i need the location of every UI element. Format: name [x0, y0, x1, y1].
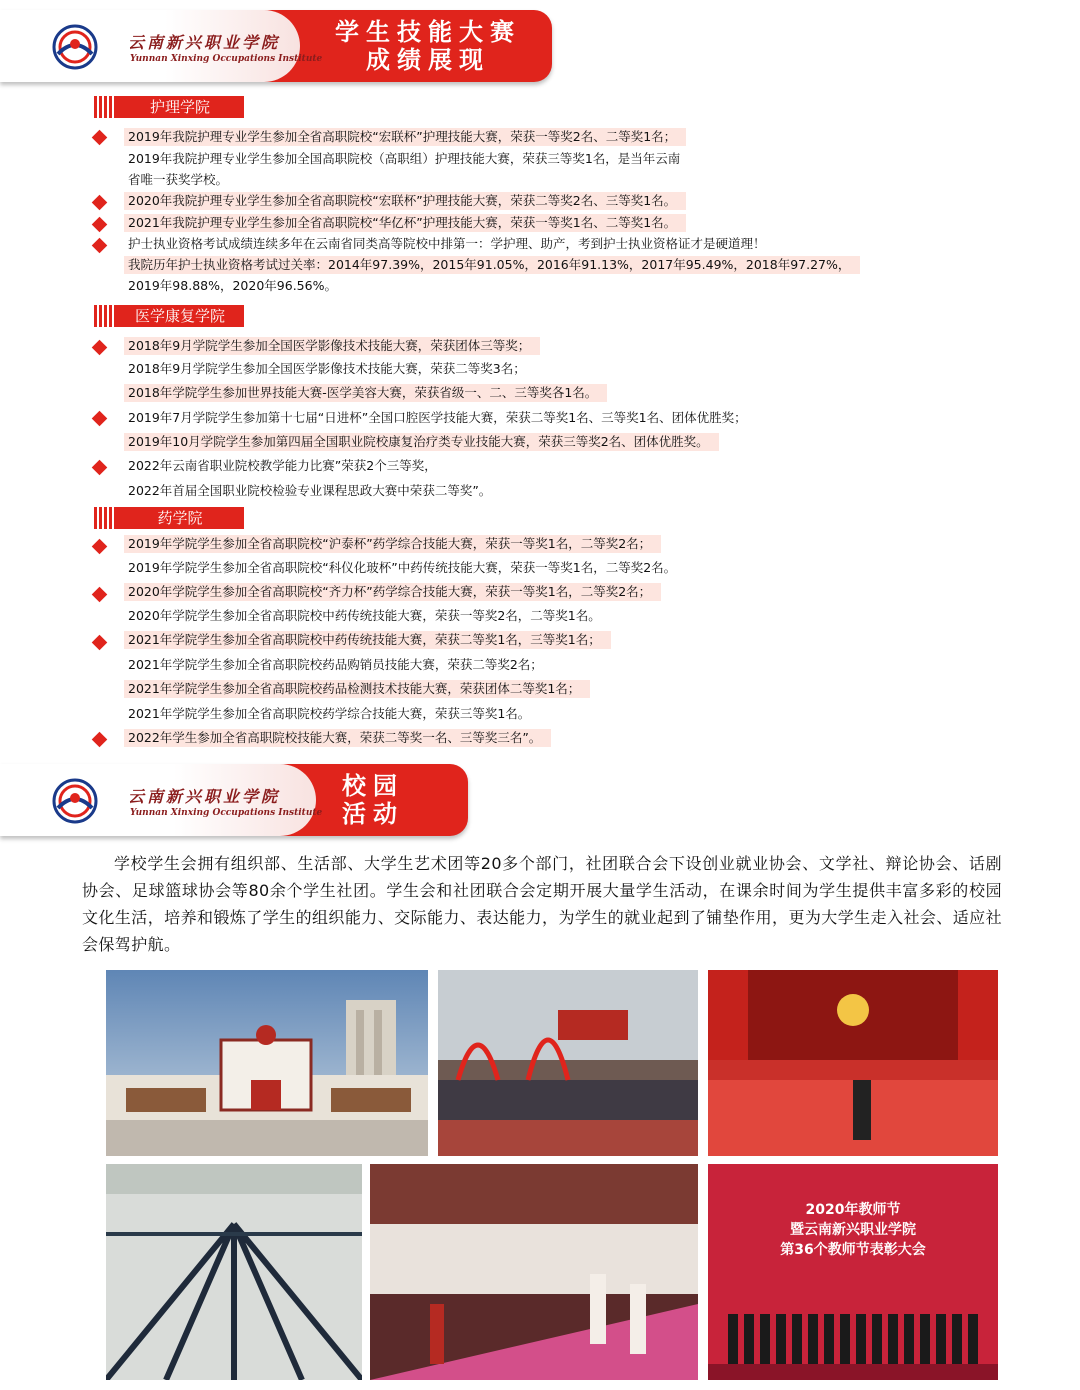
- bullet-diamond-icon: [92, 411, 108, 427]
- achievement-line: 2022年学生参加全省高职院校技能大赛，荣获二等奖一名、三等奖三名”。: [124, 729, 551, 747]
- achievement-line: 省唯一获奖学校。: [128, 172, 229, 187]
- bullet-diamond-icon: [92, 238, 108, 254]
- achievement-line: 2019年7月学院学生参加第十七届“日进杯”全国口腔医学技能大赛，荣获二等奖1名、三等奖1名、团体优胜奖；: [128, 410, 747, 425]
- achievement-line: 2019年我院护理专业学生参加全国高职院校（高职组）护理技能大赛，荣获三等奖1名，是当年云南: [128, 151, 681, 166]
- achievement-line: 2019年98.88%，2020年96.56%。: [128, 278, 337, 293]
- achievement-line: 2018年学院学生参加世界技能大赛-医学美容大赛，荣获省级一、二、三等奖各1名。: [124, 384, 607, 402]
- bullet-diamond-icon: [92, 340, 108, 356]
- banner-title: 校园 活动: [342, 772, 404, 828]
- photo-teachers-day: [708, 1164, 998, 1380]
- photo-student-formation: [106, 1164, 362, 1380]
- achievement-line: 2020年学院学生参加全省高职院校中药传统技能大赛，荣获一等奖2名，二等奖1名。: [128, 608, 601, 623]
- achievement-line: 2021年学院学生参加全省高职院校药品检测技术技能大赛，荣获团体二等奖1名；: [124, 680, 590, 698]
- logo-panel: [0, 10, 323, 82]
- achievement-line: 2019年我院护理专业学生参加全省高职院校“宏联杯”护理技能大赛，荣获一等奖2名、二等奖1名；: [124, 128, 686, 146]
- school-name-en: Yunnan Xinxing Occupations Institute: [130, 808, 323, 818]
- school-name-cn: 云南新兴职业学院: [128, 787, 281, 806]
- achievement-line: 2022年首届全国职业院校检验专业课程思政大赛中荣获二等奖”。: [128, 483, 492, 498]
- photo-campus-gate: [106, 970, 428, 1156]
- header-banner-campus: [0, 764, 468, 836]
- photo-ceremony: [370, 1164, 698, 1380]
- achievement-line: 2021年学院学生参加全省高职院校药品购销员技能大赛，荣获二等奖2名；: [128, 657, 543, 672]
- teachers-day-banner: 2020年教师节 暨云南新兴职业学院 第36个教师节表彰大会: [780, 1202, 926, 1258]
- bullet-diamond-icon: [92, 635, 108, 651]
- achievement-line: 2020年我院护理专业学生参加全省高职院校“宏联杯”护理技能大赛，荣获二等奖2名、三等奖1名。: [124, 192, 686, 210]
- achievement-line: 2019年学院学生参加全省高职院校“科仪化玻杯”中药传统技能大赛，荣获一等奖1名，二等奖2名。: [128, 560, 677, 575]
- section-header-nursing: 护理学院: [94, 96, 244, 118]
- school-emblem-icon: [52, 24, 98, 70]
- achievement-line: 2019年学院学生参加全省高职院校“沪泰杯”药学综合技能大赛，荣获一等奖1名，二等奖2名；: [124, 535, 661, 553]
- achievement-line: 护士执业资格考试成绩连续多年在云南省同类高等院校中排第一：学护理、助产，考到护士执业资格证才是硬道理！: [128, 236, 766, 251]
- achievement-line: 2021年学院学生参加全省高职院校药学综合技能大赛，荣获三等奖1名。: [128, 706, 531, 721]
- bullet-diamond-icon: [92, 217, 108, 233]
- header-banner-competition: [0, 10, 552, 82]
- photo-choir-stage: [708, 970, 998, 1156]
- bullet-diamond-icon: [92, 460, 108, 476]
- achievement-line: 2021年我院护理专业学生参加全省高职院校“华亿杯”护理技能大赛，荣获一等奖1名、二等奖1名。: [124, 214, 686, 232]
- achievement-line: 我院历年护士执业资格考试过关率：2014年97.39%，2015年91.05%，2016年91.13%，2017年95.49%，2018年97.27%，: [124, 256, 860, 274]
- bullet-diamond-icon: [92, 130, 108, 146]
- banner-title: 学生技能大赛 成绩展现: [335, 18, 521, 74]
- achievement-line: 2019年10月学院学生参加第四届全国职业院校康复治疗类专业技能大赛，荣获三等奖2名、团体优胜奖。: [124, 433, 719, 451]
- campus-activities-paragraph: 学校学生会拥有组织部、生活部、大学生艺术团等20多个部门，社团联合会下设创业就业协会、文学社、辩论协会、话剧协会、足球篮球协会等80余个学生社团。学生会和社团联合会定期开展大量学生活动，在课余时间为学生提供丰富多彩的校园文化生活，培养和锻炼了学生的组织能力、交际能力、表达能力，为学生的就业起到了铺垫作用，更为大学生走入社会、适应社会保驾护航。: [82, 854, 1002, 954]
- bullet-diamond-icon: [92, 732, 108, 748]
- section-header-pharmacy: 药学院: [94, 507, 244, 529]
- achievement-line: 2020年学院学生参加全省高职院校“齐力杯”药学综合技能大赛，荣获一等奖1名，二等奖2名；: [124, 583, 661, 601]
- school-name-en: Yunnan Xinxing Occupations Institute: [130, 54, 323, 64]
- school-emblem-icon: [52, 778, 98, 824]
- bullet-diamond-icon: [92, 539, 108, 555]
- achievement-line: 2021年学院学生参加全省高职院校中药传统技能大赛，荣获二等奖1名，三等奖1名；: [124, 631, 611, 649]
- bullet-diamond-icon: [92, 587, 108, 603]
- achievement-line: 2018年9月学院学生参加全国医学影像技术技能大赛，荣获团体三等奖；: [124, 337, 540, 355]
- bullet-diamond-icon: [92, 195, 108, 211]
- photo-sports-meet: [438, 970, 698, 1156]
- achievement-line: 2022年云南省职业院校教学能力比赛”荣获2个三等奖，: [128, 458, 437, 473]
- logo-panel: [0, 764, 323, 836]
- achievement-line: 2018年9月学院学生参加全国医学影像技术技能大赛，荣获二等奖3名；: [128, 361, 526, 376]
- section-header-rehab: 医学康复学院: [94, 305, 244, 327]
- school-name-cn: 云南新兴职业学院: [128, 33, 281, 52]
